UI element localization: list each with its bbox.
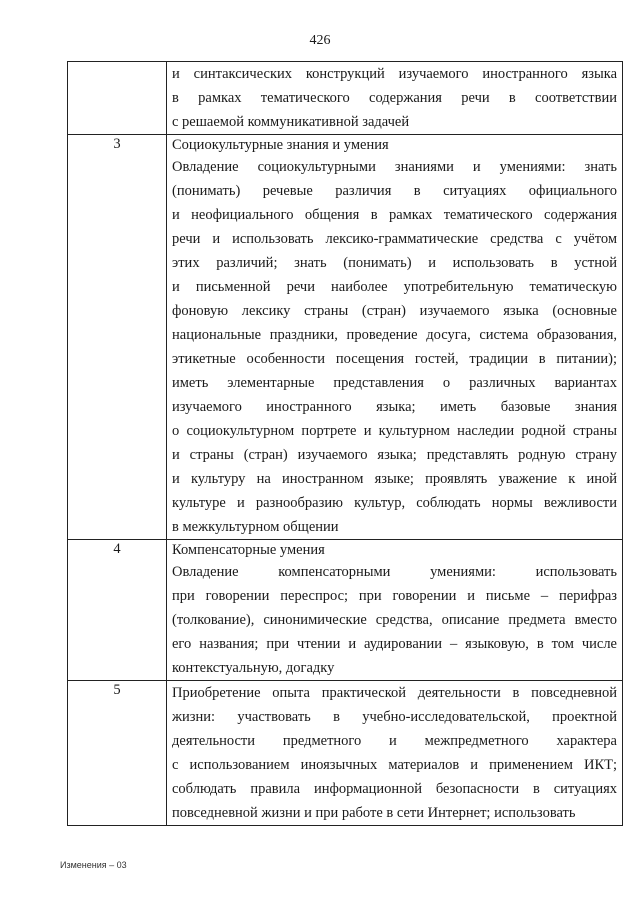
text-line: в рамках тематического содержания речи в соответствии xyxy=(172,90,617,106)
row-number-cell xyxy=(68,681,167,826)
text-line: с решаемой коммуникативной задачей xyxy=(172,114,410,130)
text-line: в межкультурном общении xyxy=(172,519,339,535)
text-line: речи и использовать лексико-грамматические средства с учётом xyxy=(172,231,617,247)
text-line: контекстуальную, догадку xyxy=(172,660,335,676)
row-number-cell xyxy=(68,540,167,681)
text-line: и культуру на иностранном языке; проявлять уважение к иной xyxy=(172,471,617,487)
section-heading: Компенсаторные умения xyxy=(172,542,325,558)
row-number: 4 xyxy=(113,541,121,557)
row-text-cell xyxy=(167,681,623,826)
text-line: Приобретение опыта практической деятельности в повседневной xyxy=(172,685,617,701)
table-row xyxy=(68,135,623,540)
text-line: при говорении переспрос; при говорении и письме – перифраз xyxy=(172,588,617,604)
text-line: изучаемого иностранного языка; иметь базовые знания xyxy=(172,399,617,415)
row-number-cell xyxy=(68,62,167,135)
table-row xyxy=(68,681,623,826)
text-line: повседневной жизни и при работе в сети Интернет; использовать xyxy=(172,805,576,821)
table-row xyxy=(68,62,623,135)
text-line: национальные праздники, проведение досуга, система образования, xyxy=(172,327,617,343)
page-number: 426 xyxy=(309,33,331,48)
row-number: 5 xyxy=(113,682,121,698)
text-line: жизни: участвовать в учебно-исследовательской, проектной xyxy=(172,709,617,725)
footer-revision-note: Изменения – 03 xyxy=(60,860,127,870)
text-line: фоновую лексику страны (стран) изучаемого языка (основные xyxy=(172,303,617,319)
text-line: о социокультурном портрете и культурном наследии родной страны xyxy=(172,423,617,439)
text-line: Овладение социокультурными знаниями и умениями: знать xyxy=(172,159,617,175)
text-line: его названия; при чтении и аудировании – языковую, в том числе xyxy=(172,636,617,652)
text-line: (толкование), синонимические средства, описание предмета вместо xyxy=(172,612,617,628)
content-table xyxy=(67,61,623,826)
text-line: деятельности предметного и межпредметного характера xyxy=(172,733,617,749)
row-number-cell xyxy=(68,135,167,540)
text-line: этих различий; знать (понимать) и использовать в устной xyxy=(172,255,617,271)
section-heading: Социокультурные знания и умения xyxy=(172,137,389,153)
text-line: соблюдать правила информационной безопасности в ситуациях xyxy=(172,781,617,797)
text-line: Овладение компенсаторными умениями: использовать xyxy=(172,564,617,580)
row-text-cell xyxy=(167,135,623,540)
text-line: иметь элементарные представления о различных вариантах xyxy=(172,375,617,391)
text-line: (понимать) речевые различия в ситуациях официального xyxy=(172,183,617,199)
text-line: и письменной речи наиболее употребительную тематическую xyxy=(172,279,617,295)
table-row xyxy=(68,540,623,681)
row-text-cell xyxy=(167,62,623,135)
row-number: 3 xyxy=(113,136,121,152)
text-line: и неофициального общения в рамках тематического содержания xyxy=(172,207,617,223)
row-text-cell xyxy=(167,540,623,681)
row-number xyxy=(68,62,166,63)
text-line: и страны (стран) изучаемого языка; представлять родную страну xyxy=(172,447,617,463)
text-line: культуре и разнообразию культур, соблюдать нормы вежливости xyxy=(172,495,617,511)
text-line: этикетные особенности посещения гостей, традиции в питании); xyxy=(172,351,617,367)
text-line: и синтаксических конструкций изучаемого иностранного языка xyxy=(172,66,617,82)
text-line: с использованием иноязычных материалов и применением ИКТ; xyxy=(172,757,617,773)
